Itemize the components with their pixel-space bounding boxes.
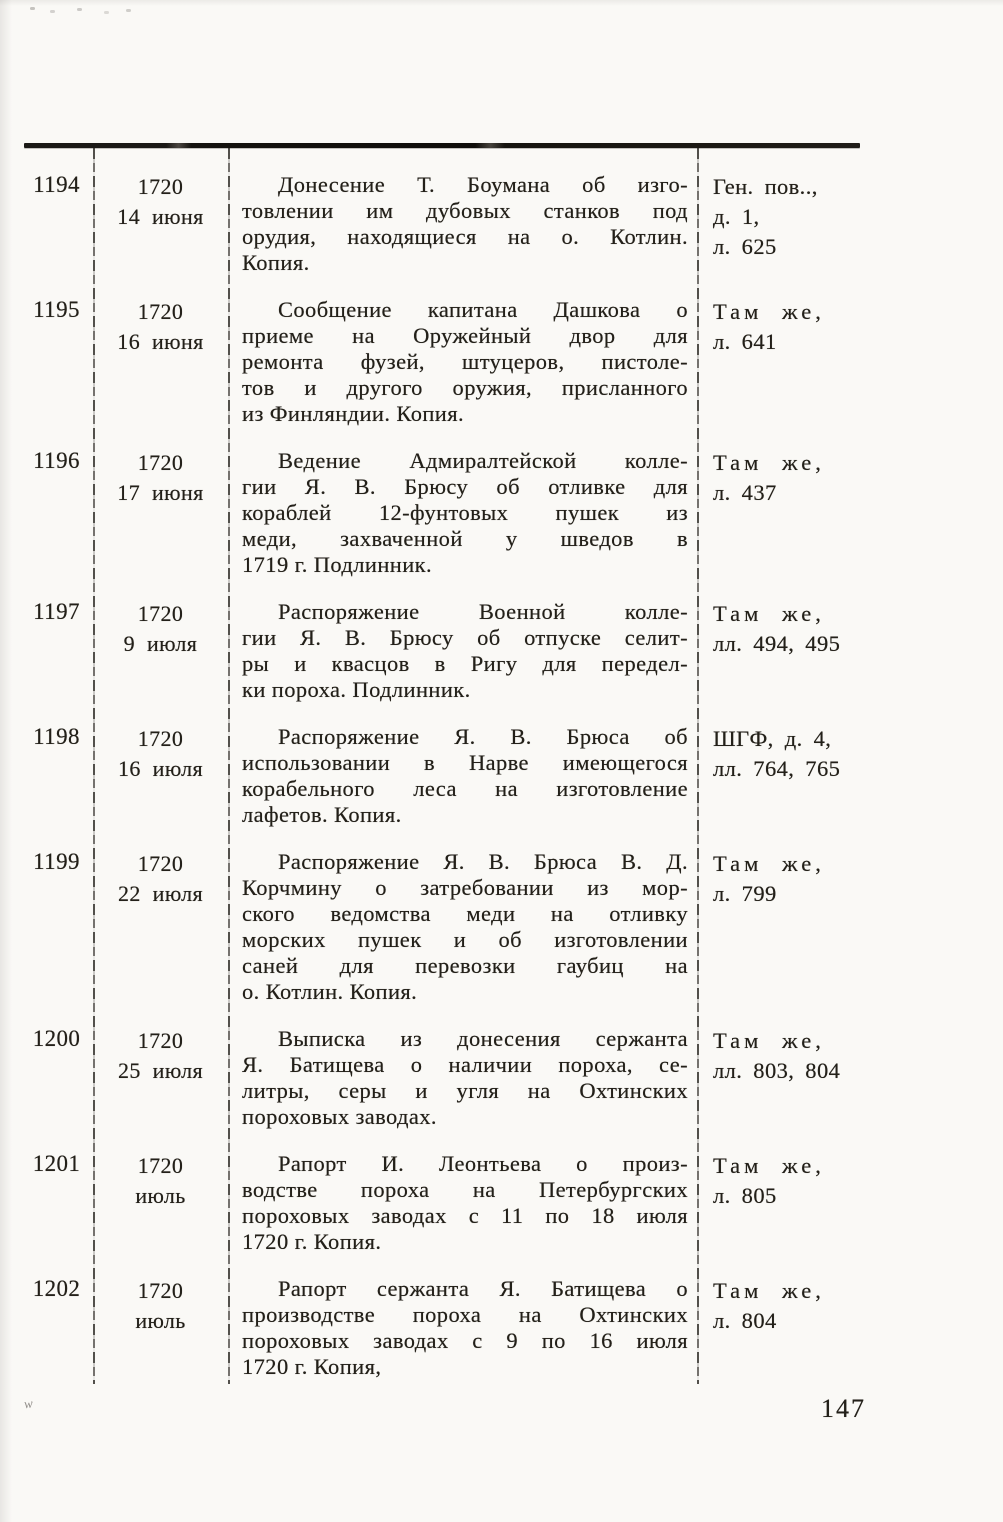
reference-line: д. 1,	[713, 204, 760, 229]
description-line: Распоряжение Я. В. Брюса об	[278, 724, 688, 749]
column-divider-number-date	[93, 148, 95, 1384]
description-line: ского ведомства меди на отливку	[242, 901, 688, 926]
entry-reference	[697, 849, 860, 1005]
entry-date-year: 1720	[137, 1278, 184, 1303]
description-line: Сообщение капитана Дашкова о	[278, 297, 688, 322]
reference-line: Там же,	[713, 1028, 825, 1053]
reference-line: лл. 764, 765	[713, 756, 841, 781]
description-line: пороховых заводах с 9 по 16 июля	[242, 1328, 688, 1353]
entry-date	[93, 297, 228, 427]
description-line: Донесение Т. Боумана об изго-	[278, 172, 688, 197]
description-line: кораблей 12-фунтовых пушек из	[242, 500, 688, 525]
table-row	[20, 849, 860, 1005]
description-line: Копия.	[242, 250, 310, 275]
reference-line: Там же,	[713, 1153, 825, 1178]
description-line: орудия, находящиеся на о. Котлин.	[242, 224, 688, 249]
description-line: литры, серы и угля на Охтинских	[242, 1078, 688, 1103]
entry-number: 1200	[32, 1026, 81, 1051]
description-line: 1720 г. Копия.	[242, 1229, 382, 1254]
description-line: производстве пороха на Охтинских	[242, 1302, 688, 1327]
description-line: Рапорт И. Леонтьева о произ-	[278, 1151, 688, 1176]
entry-date	[93, 1026, 228, 1130]
entry-description	[228, 172, 697, 276]
entry-date-day: июль	[135, 1308, 186, 1333]
description-line: о. Котлин. Копия.	[242, 979, 418, 1004]
reference-line: л. 625	[713, 234, 777, 259]
description-line: 1719 г. Подлинник.	[242, 552, 433, 577]
entry-number: 1195	[33, 297, 80, 322]
entry-date	[93, 448, 228, 578]
entry-date-day: 16 июня	[117, 329, 204, 354]
entry-description	[228, 1276, 697, 1380]
entry-description	[228, 1151, 697, 1255]
table-row	[20, 599, 860, 703]
reference-line: Там же,	[713, 851, 825, 876]
entry-number: 1198	[33, 724, 80, 749]
reference-line: Там же,	[713, 450, 825, 475]
entry-date	[93, 724, 228, 828]
reference-line: л. 799	[713, 881, 777, 906]
entry-date-year: 1720	[137, 726, 184, 751]
entry-reference	[697, 448, 860, 578]
reference-line: лл. 803, 804	[713, 1058, 841, 1083]
column-divider-date-description	[228, 148, 230, 1384]
page-number: 147	[821, 1394, 866, 1423]
table-row	[20, 1151, 860, 1255]
reference-line: л. 804	[713, 1308, 777, 1333]
entry-date-day: 16 июля	[117, 756, 204, 781]
catalog-table	[20, 143, 860, 1401]
table-row	[20, 1026, 860, 1130]
entry-reference	[697, 599, 860, 703]
entry-date-day: июль	[135, 1183, 186, 1208]
table-row	[20, 448, 860, 578]
entry-reference	[697, 724, 860, 828]
description-line: пороховых заводах.	[242, 1104, 437, 1129]
description-line: водстве пороха на Петербургских	[242, 1177, 688, 1202]
entry-date-day: 14 июня	[117, 204, 204, 229]
table-row	[20, 1276, 860, 1380]
entry-reference	[697, 172, 860, 276]
reference-line: ШГФ, д. 4,	[713, 726, 832, 751]
entry-date	[93, 599, 228, 703]
entry-description	[228, 297, 697, 427]
entry-number: 1196	[33, 448, 80, 473]
entry-description	[228, 849, 697, 1005]
entry-number: 1197	[33, 599, 80, 624]
entry-date-day: 9 июля	[123, 631, 198, 656]
description-line: Рапорт сержанта Я. Батищева о	[278, 1276, 688, 1301]
entry-number: 1199	[33, 849, 80, 874]
scan-edge-left	[0, 0, 12, 1522]
description-line: Ведение Адмиралтейской колле-	[278, 448, 688, 473]
column-divider-description-reference	[697, 148, 699, 1384]
entry-date	[93, 172, 228, 276]
reference-line: Там же,	[713, 601, 825, 626]
entry-date-year: 1720	[137, 601, 184, 626]
description-line: лафетов. Копия.	[242, 802, 402, 827]
reference-line: Там же,	[713, 1278, 825, 1303]
description-line: Корчмину о затребовании из мор-	[242, 875, 688, 900]
entry-date-year: 1720	[137, 1153, 184, 1178]
reference-line: лл. 494, 495	[713, 631, 841, 656]
entry-reference	[697, 1276, 860, 1380]
entry-date-year: 1720	[137, 1028, 184, 1053]
description-line: из Финляндии. Копия.	[242, 401, 465, 426]
description-line: 1720 г. Копия,	[242, 1354, 382, 1379]
description-line: тов и другого оружия, присланного	[242, 375, 688, 400]
entry-date-year: 1720	[137, 851, 184, 876]
entry-date	[93, 849, 228, 1005]
description-line: ки пороха. Подлинник.	[242, 677, 471, 702]
description-line: Выписка из донесения сержанта	[278, 1026, 688, 1051]
entry-number: 1201	[32, 1151, 81, 1176]
table-body	[20, 148, 860, 1380]
description-line: корабельного леса на изготовление	[242, 776, 688, 801]
description-line: использовании в Нарве имеющегося	[242, 750, 688, 775]
entry-date-day: 22 июля	[117, 881, 204, 906]
description-line: морских пушек и об изготовлении	[242, 927, 688, 952]
description-line: гии Я. В. Брюсу об отливке для	[242, 474, 688, 499]
margin-mark: w	[23, 1395, 34, 1412]
reference-line: л. 437	[713, 480, 777, 505]
entry-description	[228, 448, 697, 578]
scan-specks	[30, 7, 35, 10]
description-line: меди, захваченной у шведов в	[242, 526, 688, 551]
description-line: приеме на Оружейный двор для	[242, 323, 688, 348]
entry-date	[93, 1276, 228, 1380]
description-line: ремонта фузей, штуцеров, пистоле-	[242, 349, 688, 374]
description-line: товлении им дубовых станков под	[242, 198, 688, 223]
description-line: гии Я. В. Брюсу об отпуске селит-	[242, 625, 688, 650]
scan-edge-top	[0, 0, 1003, 6]
description-line: пороховых заводах с 11 по 18 июля	[242, 1203, 688, 1228]
entry-date-year: 1720	[137, 299, 184, 324]
description-line: Распоряжение Я. В. Брюса В. Д.	[278, 849, 688, 874]
entry-date-year: 1720	[137, 450, 184, 475]
entry-date-day: 25 июля	[117, 1058, 204, 1083]
entry-date-day: 17 июня	[117, 480, 204, 505]
reference-line: л. 805	[713, 1183, 777, 1208]
table-row	[20, 724, 860, 828]
entry-description	[228, 599, 697, 703]
entry-reference	[697, 1026, 860, 1130]
reference-line: Там же,	[713, 299, 825, 324]
entry-description	[228, 724, 697, 828]
reference-line: л. 641	[713, 329, 777, 354]
table-row	[20, 172, 860, 276]
description-line: ры и квасцов в Ригу для передел-	[242, 651, 688, 676]
table-row	[20, 297, 860, 427]
description-line: Я. Батищева о наличии пороха, се-	[242, 1052, 688, 1077]
entry-date	[93, 1151, 228, 1255]
reference-line: Ген. пов..,	[713, 174, 818, 199]
description-line: саней для перевозки гаубиц на	[242, 953, 688, 978]
entry-number: 1194	[33, 172, 80, 197]
entry-date-year: 1720	[137, 174, 184, 199]
entry-reference	[697, 1151, 860, 1255]
entry-description	[228, 1026, 697, 1130]
description-line: Распоряжение Военной колле-	[278, 599, 688, 624]
entry-reference	[697, 297, 860, 427]
entry-number: 1202	[32, 1276, 81, 1301]
